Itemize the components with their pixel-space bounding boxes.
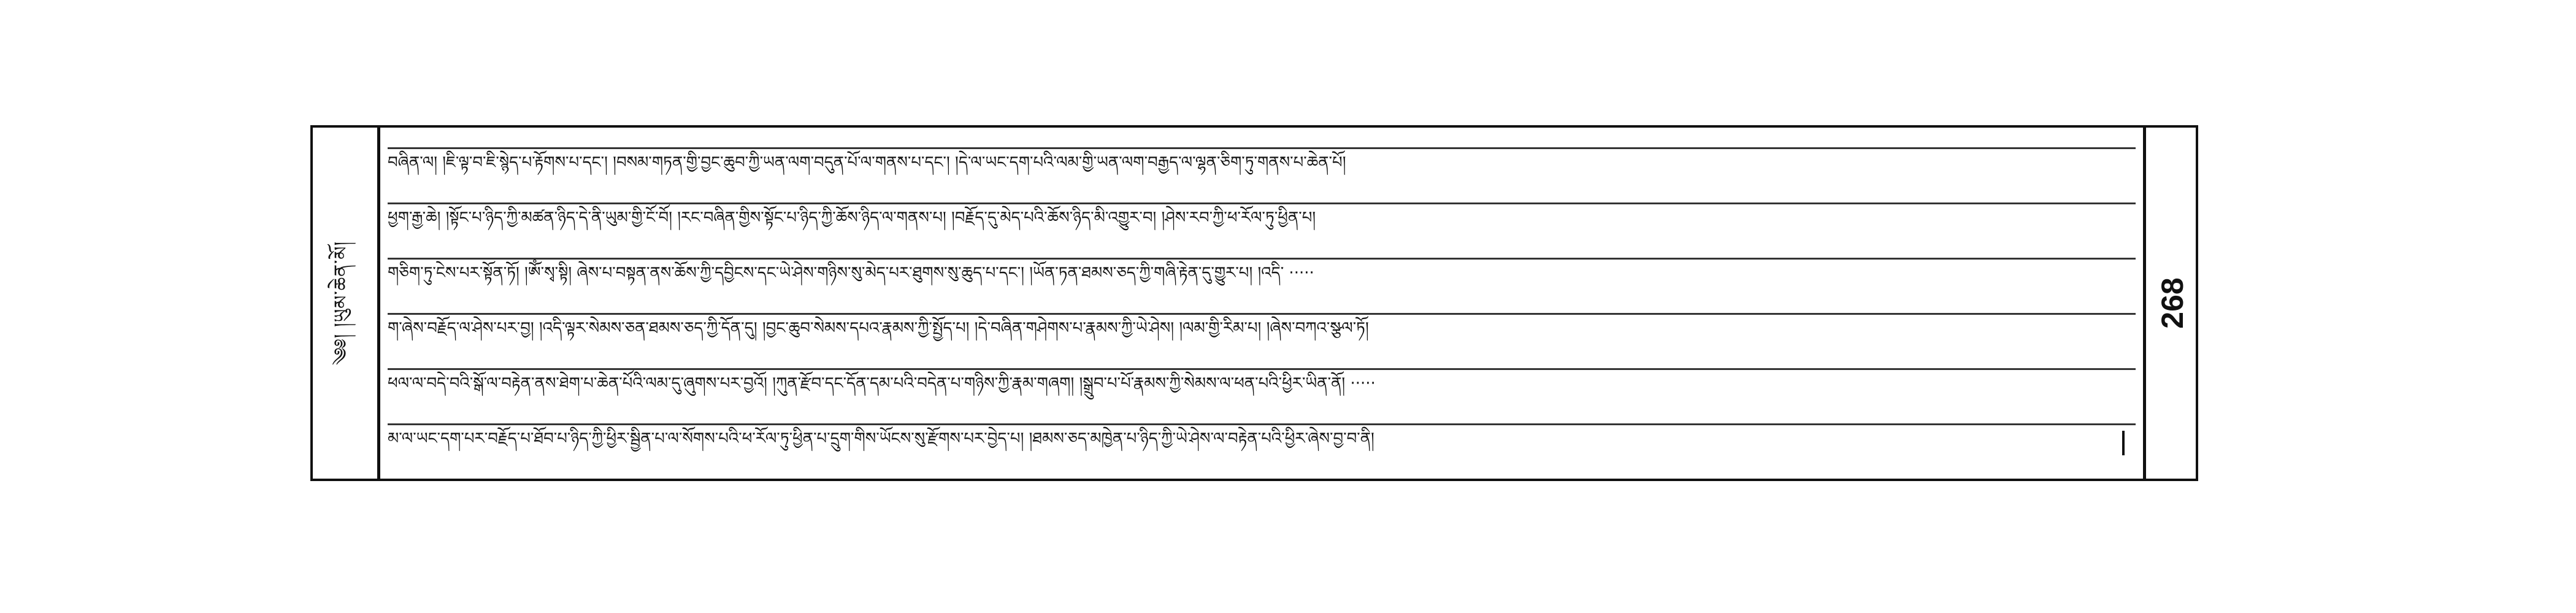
shad-end-mark xyxy=(2122,431,2125,455)
page-number: 268 xyxy=(2155,277,2190,329)
text-line-5: ཕལ་ལ་བདེ་བའི་སྒོ་ལ་བརྟེན་ནས་ཐེག་པ་ཆེན་པོའི་ལམ་དུ་ཞུགས་པར་བྱའོ། །ཀུན་རྫོབ་དང་དོན་དམ་པའི་བདེན་པ་གཉིས་ཀྱི་རྣམ་གཞག། །སྒྲུབ་པ་པོ་རྣམས་ཀྱི་སེམས་ལ་ཕན་པའི་ཕྱིར་ཡིན་ནོ། ····· xyxy=(388,357,2136,410)
text-line-1: བཞིན་ལ། །ཇི་ལྟ་བ་ཇི་སྙེད་པ་རྟོགས་པ་དང་། །བསམ་གཏན་གྱི་བྱང་ཆུབ་ཀྱི་ཡན་ལག་བདུན་པོ་ལ་གནས་པ་དང་། །དེ་ལ་ཡང་དག་པའི་ལམ་གྱི་ཡན་ལག་བརྒྱད་ལ་ལྷན་ཅིག་ཏུ་གནས་པ་ཆེན་པོ། xyxy=(388,136,2136,189)
margin-title: ༄༅། །ཡུམ་ཆེན་མོ། xyxy=(331,241,352,366)
text-line-2: ཕྱག་རྒྱ་ཆེ། །སྟོང་པ་ཉིད་ཀྱི་མཚན་ཉིད་དེ་ནི་ཡུམ་གྱི་ངོ་བོ། །རང་བཞིན་གྱིས་སྟོང་པ་ཉིད་ཀྱི་ཆོས་ཉིད་ལ་གནས་པ། །བརྗོད་དུ་མེད་པའི་ཆོས་ཉིད་མི་འགྱུར་བ། །ཤེས་རབ་ཀྱི་ཕ་རོལ་ཏུ་ཕྱིན་པ། xyxy=(388,191,2136,244)
text-line-6: མ་ལ་ཡང་དག་པར་བརྗོད་པ་ཐོབ་པ་ཉིད་ཀྱི་ཕྱིར་སྦྱིན་པ་ལ་སོགས་པའི་ཕ་རོལ་ཏུ་ཕྱིན་པ་དྲུག་གིས་ཡོངས་སུ་རྫོགས་པར་བྱེད་པ། །ཐམས་ཅད་མཁྱེན་པ་ཉིད་ཀྱི་ཡེ་ཤེས་ལ་བརྟེན་པའི་ཕྱིར་ཞེས་བྱ་བ་ནི། xyxy=(388,412,2136,465)
manuscript-folio xyxy=(310,125,2198,481)
right-margin xyxy=(2143,128,2196,479)
text-block xyxy=(388,136,2136,470)
left-margin xyxy=(313,128,380,479)
text-line-4: ག་ཞེས་བརྗོད་ལ་ཤེས་པར་བྱ། །འདི་ལྟར་སེམས་ཅན་ཐམས་ཅད་ཀྱི་དོན་དུ། །བྱང་ཆུབ་སེམས་དཔའ་རྣམས་ཀྱི་སྤྱོད་པ། །དེ་བཞིན་གཤེགས་པ་རྣམས་ཀྱི་ཡེ་ཤེས། །ལམ་གྱི་རིམ་པ། །ཞེས་བཀའ་སྩལ་ཏོ། xyxy=(388,302,2136,355)
text-line-3: གཅིག་ཏུ་ངེས་པར་སྟོན་ཏོ། །ཨོཾ་སྭ་སྟི། ཞེས་པ་བསྟན་ནས་ཆོས་ཀྱི་དབྱིངས་དང་ཡེ་ཤེས་གཉིས་སུ་མེད་པར་ཐུགས་སུ་ཆུད་པ་དང་། །ཡོན་ཏན་ཐམས་ཅད་ཀྱི་གཞི་རྟེན་དུ་གྱུར་པ། །འདི་ ····· xyxy=(388,247,2136,299)
